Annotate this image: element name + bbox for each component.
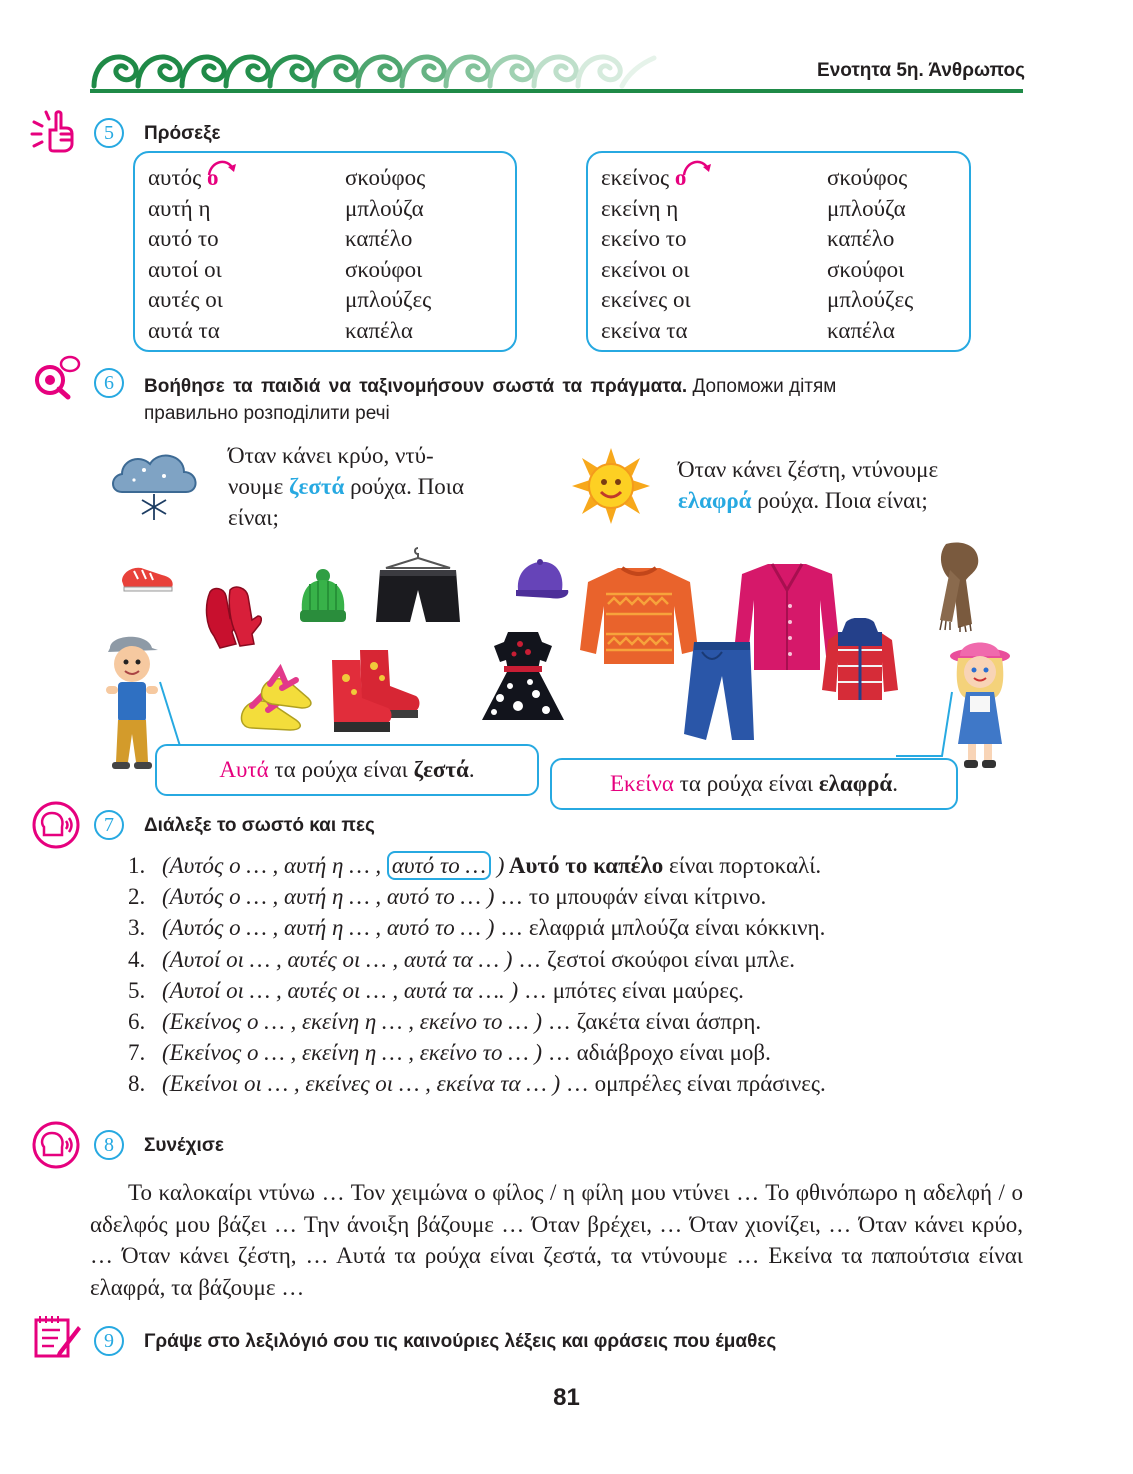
- noun-row: σκούφοι: [345, 256, 423, 282]
- pronoun-row: εκείνο το: [601, 226, 687, 251]
- pronoun-row: αυτοί οι: [148, 256, 222, 282]
- purple-cap-image: [512, 556, 572, 606]
- exercise-8-paragraph: Το καλοκαίρι ντύνω … Τον χειμώνα ο φίλος / η φίλη μου ντύνει … Το φθινόπωρο η αδελφή / ο αδελφός μου βάζει … Την άνοιξη βάζουμε … Όταν βρέχει, … Όταν χιονίζει, … Όταν κάνει κρύο, … Όταν κάνει ζέστη, … Αυτά τα ρούχα είναι ζεστά, τα ντύνουμε … Εκείνα τα παπούτσια είναι ελαφρά, τα βάζουμε …: [90, 1180, 1023, 1300]
- snow-cloud-icon: [108, 446, 200, 522]
- exercise-9-title: Γράψε στο λεξιλόγιό σου τις καινούριες λέξεις και φράσεις που έμαθες: [144, 1331, 777, 1352]
- hot-weather-text: Όταν κάνει ζέστη, ντύνουμε ελαφρά ρούχα. Ποια είναι;: [678, 457, 939, 513]
- noun-row: σκούφος: [345, 165, 426, 190]
- exercise-7-list: [128, 850, 1028, 1100]
- light-keyword: ελαφρά: [678, 488, 752, 513]
- pronoun-row: αυτό το: [148, 226, 219, 251]
- floral-dress-image: [480, 628, 566, 724]
- list-item: 1. (Αυτός ο … , αυτή η … , αυτό το … ) Αυτό το καπέλο είναι πορτοκαλί.: [128, 853, 822, 878]
- speaking-head-icon: [32, 1121, 80, 1169]
- green-beanie-image: [296, 568, 350, 624]
- jeans-image: [672, 638, 756, 742]
- red-gloves-image: [200, 582, 262, 652]
- puffer-jacket-image: [818, 618, 900, 702]
- noun-row: μπλούζα: [345, 195, 424, 221]
- pronoun-row: αυτές οι: [148, 287, 223, 312]
- pronoun-column-this: [148, 163, 338, 346]
- speech-bubble-light: Εκείνα τα ρούχα είναι ελαφρά.: [550, 758, 958, 810]
- list-item: 8. (Εκείνοι οι … , εκείνες οι … , εκείνα τα … ) … ομπρέλες είναι πράσινες.: [128, 1071, 826, 1097]
- list-item: 7. (Εκείνος ο … , εκείνη η … , εκείνο το … ) … αδιάβροχο είναι μοβ.: [128, 1040, 771, 1066]
- grammar-box-this: [133, 151, 517, 352]
- warm-keyword: ζεστά: [289, 474, 345, 499]
- list-item: 4. (Αυτοί οι … , αυτές οι … , αυτά τα … ) … ζεστοί σκούφοι είναι μπλε.: [128, 946, 796, 972]
- pronoun-column-that: [601, 163, 801, 346]
- magnifier-speech-icon: [30, 354, 82, 400]
- sandals-image: [238, 660, 314, 732]
- exercise-7-number: 7: [94, 810, 124, 840]
- curved-arrow-icon: [205, 155, 239, 177]
- exercise-6-number: 6: [94, 368, 124, 398]
- article-highlight: ο: [674, 165, 687, 190]
- pronoun-row: εκείνη η: [601, 195, 679, 221]
- noun-row: μπλούζα: [827, 195, 906, 221]
- noun-column-that: [827, 163, 967, 346]
- bubble-tail-left: [150, 680, 220, 750]
- sun-icon: [570, 446, 652, 526]
- exercise-8-title: Συνέχισε: [144, 1135, 224, 1156]
- pronoun-row: αυτός ο: [148, 165, 219, 190]
- noun-row: καπέλα: [827, 317, 895, 343]
- noun-row: μπλούζες: [345, 287, 432, 312]
- noun-row: μπλούζες: [827, 287, 914, 312]
- pronoun-row: εκείνα τα: [601, 317, 688, 343]
- exercise-5-title: Πρόσεξε: [144, 123, 221, 144]
- speaking-head-icon: [32, 801, 80, 849]
- exercise-8-number: 8: [94, 1130, 124, 1160]
- page-number: 81: [553, 1384, 580, 1411]
- exercise-9-number: 9: [94, 1326, 124, 1356]
- noun-row: καπέλο: [827, 226, 895, 251]
- list-item: 3. (Αυτός ο … , αυτή η … , αυτό το … ) … ελαφριά μπλούζα είναι κόκκινη.: [128, 915, 826, 941]
- header-rule: [90, 89, 1023, 93]
- selected-option: αυτό το …: [387, 851, 491, 880]
- curved-arrow-icon: [680, 155, 714, 177]
- cold-weather-text: Όταν κάνει κρύο, ντύ- νουμε ζεστά ρούχα. Ποια είναι;: [228, 443, 465, 530]
- exercise-6-title: Βοήθησε τα παιδιά να ταξινομήσουν σωστά τα πράγματα. Допоможи дітям правильно розподілити речі: [144, 376, 837, 424]
- sneakers-image: [118, 555, 176, 593]
- list-item: 6. (Εκείνος ο … , εκείνη η … , εκείνο το … ) … ζακέτα είναι άσπρη.: [128, 1009, 762, 1035]
- list-item: 5. (Αυτοί οι … , αυτές οι … , αυτά τα …. ) … μπότες είναι μαύρες.: [128, 977, 744, 1003]
- article-highlight: ο: [207, 165, 219, 190]
- grammar-box-that: [586, 151, 971, 352]
- brown-scarf-image: [932, 540, 990, 632]
- noun-row: σκούφοι: [827, 256, 905, 282]
- notebook-pencil-icon: [32, 1314, 82, 1360]
- pronoun-row: αυτά τα: [148, 317, 220, 343]
- speech-bubble-warm: Αυτά τα ρούχα είναι ζεστά.: [155, 744, 539, 796]
- red-boots-image: [324, 646, 422, 734]
- pronoun-row: εκείνος ο: [601, 165, 687, 190]
- noun-row: καπέλο: [345, 226, 413, 251]
- wave-ornament: [88, 40, 663, 92]
- exercise-5-number: 5: [94, 118, 124, 148]
- noun-column-this: [345, 163, 505, 346]
- pronoun-row: αυτή η: [148, 195, 211, 221]
- pronoun-row: εκείνες οι: [601, 287, 691, 312]
- list-item: 2. (Αυτός ο … , αυτή η … , αυτό το … ) … το μπουφάν είναι κίτρινο.: [128, 884, 767, 910]
- exercise-7-title: Διάλεξε το σωστό και πες: [144, 815, 375, 836]
- black-shorts-image: [372, 546, 464, 628]
- pointing-hand-icon: [30, 108, 78, 154]
- noun-row: καπέλα: [345, 317, 413, 343]
- unit-title: Ενοτητα 5η. Άνθρωπος: [817, 60, 1025, 81]
- pronoun-row: εκείνοι οι: [601, 256, 690, 282]
- noun-row: σκούφος: [827, 165, 908, 190]
- bubble-tail-right: [892, 690, 962, 760]
